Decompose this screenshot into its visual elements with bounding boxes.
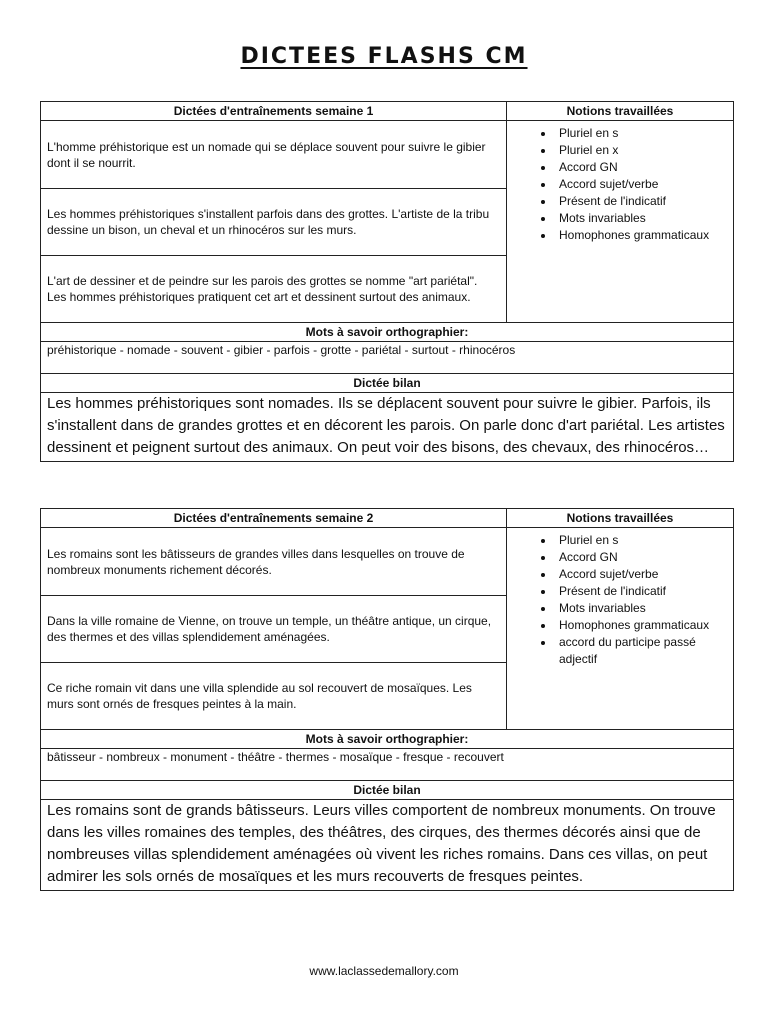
notion-item: • Mots invariables — [555, 210, 733, 227]
notion-item: • Accord sujet/verbe — [555, 176, 733, 193]
notion-item: • accord du participe passé adjectif — [555, 634, 709, 668]
week-2-words: bâtisseur - nombreux - monument - théâtre - thermes - mosaïque - fresque - recouvert — [41, 749, 734, 781]
notion-item: • Pluriel en s — [555, 532, 733, 549]
week-1-sentence-3: L'art de dessiner et de peindre sur les parois des grottes se nomme "art pariétal". Les hommes préhistoriques pratiquent cet art et dessinent surtout des animaux. — [41, 256, 507, 323]
week-1-table — [40, 101, 734, 462]
notion-item: • Présent de l'indicatif — [555, 193, 733, 210]
week-2-bilan: Les romains sont de grands bâtisseurs. Leurs villes comportent de nombreux monuments. On trouve dans les villes romaines des temples, des théâtres, des cirques, des thermes décorés ainsi que de nombreuses villas splendidement aménagées où vivent les riches romains. Dans ces villas, on peut admirer les sols ornés de mosaïques et les murs recouverts de fresques peintes. — [41, 800, 734, 891]
notion-item: • Homophones grammaticaux — [555, 617, 733, 634]
notion-item: • Pluriel en s — [555, 125, 733, 142]
notion-item: • Homophones grammaticaux — [555, 227, 733, 244]
week-1-sentence-1: L'homme préhistorique est un nomade qui se déplace souvent pour suivre le gibier dont il se nourrit. — [41, 121, 507, 189]
week-1-words-header: Mots à savoir orthographier: — [41, 323, 734, 342]
week-1-header-right: Notions travaillées — [507, 102, 734, 121]
notion-item: • Présent de l'indicatif — [555, 583, 733, 600]
week-2-words-header: Mots à savoir orthographier: — [41, 730, 734, 749]
week-2-header-right: Notions travaillées — [507, 509, 734, 528]
week-2-table — [40, 508, 734, 891]
week-1-header-left: Dictées d'entraînements semaine 1 — [41, 102, 507, 121]
week-2-sentence-1: Les romains sont les bâtisseurs de grandes villes dans lesquelles on trouve de nombreux monuments richement décorés. — [41, 528, 507, 596]
week-2-header-left: Dictées d'entraînements semaine 2 — [41, 509, 507, 528]
week-1-notions — [507, 121, 734, 323]
notion-item: • Pluriel en x — [555, 142, 733, 159]
notion-item: • Mots invariables — [555, 600, 733, 617]
notion-item: • Accord GN — [555, 159, 733, 176]
week-2-notions — [507, 528, 734, 730]
week-2-bilan-header: Dictée bilan — [41, 781, 734, 800]
week-1-sentence-2: Les hommes préhistoriques s'installent parfois dans des grottes. L'artiste de la tribu dessine un bison, un cheval et un rhinocéros sur les murs. — [41, 189, 507, 256]
week-1-bilan-header: Dictée bilan — [41, 374, 734, 393]
week-2-sentence-2: Dans la ville romaine de Vienne, on trouve un temple, un théâtre antique, un cirque, des thermes et des villas splendidement aménagées. — [41, 596, 507, 663]
week-2-sentence-3: Ce riche romain vit dans une villa splendide au sol recouvert de mosaïques. Les murs sont ornés de fresques peintes à la main. — [41, 663, 507, 730]
footer-url: www.laclassedemallory.com — [309, 964, 459, 978]
week-1-words: préhistorique - nomade - souvent - gibier - parfois - grotte - pariétal - surtout - rhinocéros — [41, 342, 734, 374]
page-title: DICTEES FLASHS CM — [240, 44, 528, 69]
notion-item: • Accord sujet/verbe — [555, 566, 733, 583]
week-1-bilan: Les hommes préhistoriques sont nomades. Ils se déplacent souvent pour suivre le gibier. Parfois, ils s'installent dans de grandes grottes et en décorent les parois. On parle donc d'art pariétal. Les artistes dessinent et peignent surtout des animaux. On peut voir des bisons, des chevaux, des rhinocéros… — [41, 393, 734, 462]
notion-item: • Accord GN — [555, 549, 733, 566]
